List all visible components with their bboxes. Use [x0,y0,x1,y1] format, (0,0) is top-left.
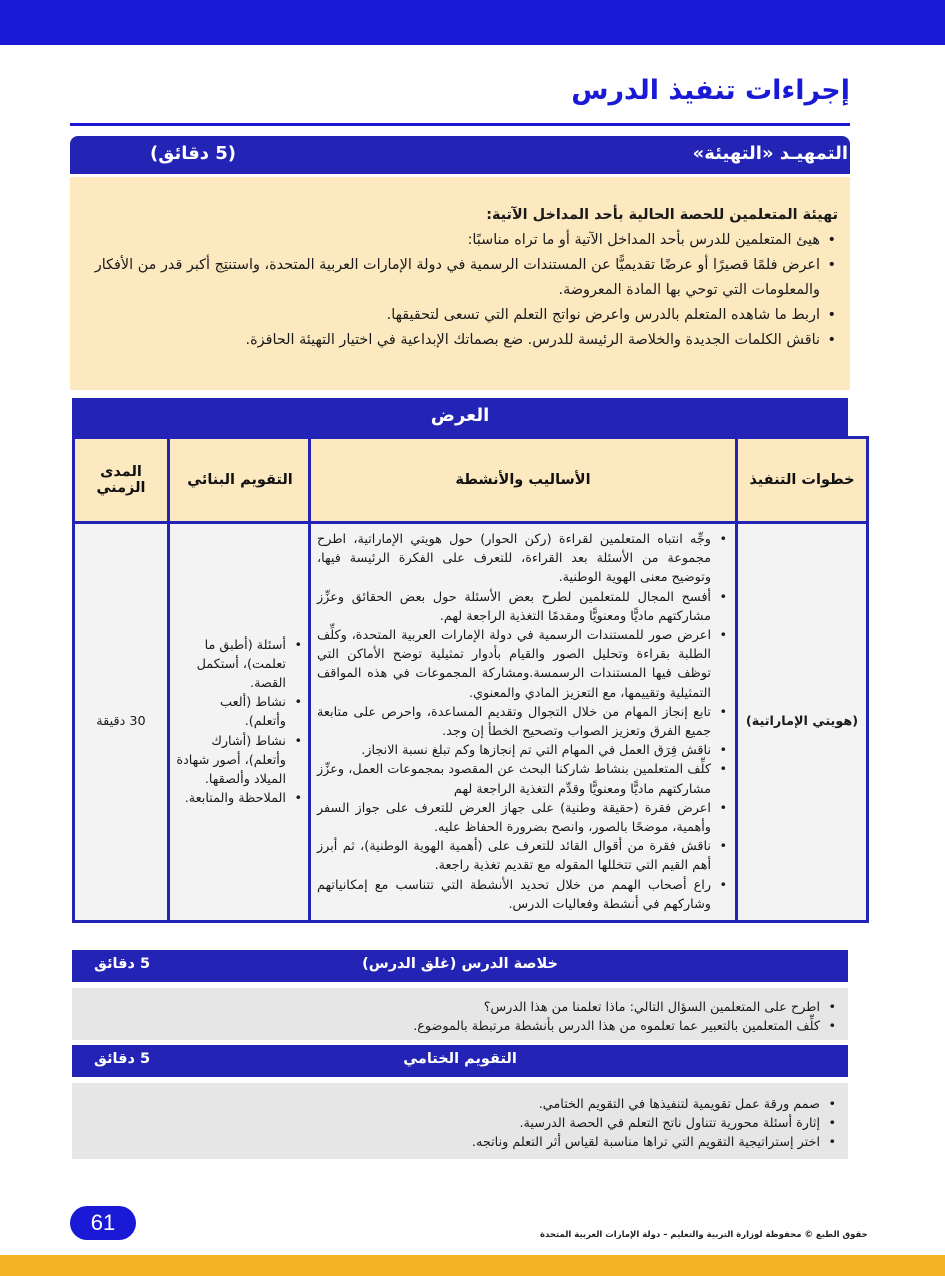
list-item: • صمم ورقة عمل تقويمية لتنفيذها في التقويم الختامي. [82,1095,838,1114]
header-activities: الأساليب والأنشطة [310,438,737,523]
presentation-table [72,436,869,923]
page-number: 61 [70,1206,136,1240]
list-item: • اختر إستراتيجية التقويم التي تراها مناسبة لقياس أثر التعلم وناتجه. [82,1133,838,1152]
summary-box [72,988,848,1040]
list-item: • ناقش فِرَق العمل في المهام التي تم إنجازها وكم تبلغ نسبة الانجاز. [317,741,729,760]
list-item: • اعرض فقرة (حقيقة وطنية) على جهاز العرض للتعرف على جواز السفر وأهمية، موضحًا بالصور، وانصح بضرورة الحفاظ عليه. [317,799,729,837]
evaluation-list [176,636,304,809]
list-item: • اعرض صور للمستندات الرسمية في دولة الإمارات العربية المتحدة، وكلِّف الطلبة بقراءة وتحليل الصور والقيام بأدوار تمثيلية توضح الأماكن التي توظف فيها المستندات الرسمسة.ومشاركة المجموعات في هذه المواقف التمثيلية وتقييمها، مع التعزيز المادي والمعنوي. [317,626,729,703]
summary-header [72,950,848,982]
table-header-row [74,438,868,523]
intro-lead: تهيئة المتعلمين للحصة الحالية بأحد المداخل الآتية: [486,207,838,223]
header-steps: خطوات التنفيذ [737,438,868,523]
intro-body [70,177,850,390]
intro-header [70,136,850,174]
time-cell: 30 دقيقة [74,523,169,922]
intro-duration: (5 دقائق) [150,143,237,164]
header-time: المدى الزمني [74,438,169,523]
summary-title: خلاصة الدرس (غلق الدرس) [362,956,558,972]
list-item: • أفسح المجال للمتعلمين لطرح بعض الأسئلة حول بعض الحقائق وعزِّز مشاركتهم ماديًّا ومعنويًّا ومقدمًا التغذية الراجعة لهم. [317,588,729,626]
list-item: • اربط ما شاهده المتعلم بالدرس واعرض نواتج التعلم التي تسعى لتحقيقها. [84,303,838,328]
copyright-notice: حقوق الطبع © محفوظة لوزارة التربية والتعليم – دولة الإمارات العربية المتحدة [540,1230,868,1240]
list-item: • تابع إنجاز المهام من خلال التجوال وتقديم المساعدة، واحرص على متابعة جميع الفرق وتعزيز الصواب وتصحيح الخطأ إن وجد. [317,703,729,741]
list-item: • اعرض فلمًا قصيرًا أو عرضًا تقديميًّا عن المستندات الرسمية في دولة الإمارات العربية المتحدة، واستنتِج أكبر قدر من الأفكار والمعلومات التي توحي بها المادة المعروضة. [84,253,838,303]
final-evaluation-list [82,1095,838,1152]
summary-list [82,998,838,1036]
intro-list [84,228,838,353]
list-item: • كلِّف المتعلمين بنشاط شاركنا البحث عن المقصود بمجموعات العمل، وعزِّز مشاركتهم ماديًّا ومعنويًّا وقدِّم التغذية الراجعة لهم [317,760,729,798]
list-item: • اطرح على المتعلمين السؤال التالي: ماذا تعلمنا من هذا الدرس؟ [82,998,838,1017]
final-evaluation-box [72,1083,848,1159]
list-item: • أسئلة (أطبق ما تعلمت)، أستكمل القصة. [176,636,304,694]
evaluation-cell [169,523,310,922]
presentation-header: العرض [72,398,848,436]
final-evaluation-duration: 5 دقائق [94,1051,151,1067]
list-item: • الملاحظة والمتابعة. [176,789,304,808]
bottom-banner [0,1255,945,1276]
list-item: • نشاط (أشارك وأتعلم)، أصور شهادة الميلاد وألصقها. [176,732,304,790]
list-item: • هيئ المتعلمين للدرس بأحد المداخل الآتية أو ما تراه مناسبًا: [84,228,838,253]
list-item: • كلِّف المتعلمين بالتعبير عما تعلموه من هذا الدرس بأنشطة مرتبطة بالموضوع. [82,1017,838,1036]
list-item: • نشاط (ألعب وأتعلم). [176,693,304,731]
activities-cell [310,523,737,922]
final-evaluation-header [72,1045,848,1077]
final-evaluation-title: التقويم الختامي [403,1051,517,1067]
list-item: • ناقش فقرة من أقوال القائد للتعرف على (أهمية الهوية الوطنية)، ثم أبرز أهم القيم التي تتخللها المقوله مع تقديم تغذية راجعة. [317,837,729,875]
table-row [74,523,868,922]
intro-title: التمهيـد «التهيئة» [692,143,848,164]
list-item: • إثارة أسئلة محورية تتناول ناتج التعلم في الحصة الدرسية. [82,1114,838,1133]
title-divider [70,123,850,126]
header-evaluation: التقويم البنائي [169,438,310,523]
summary-duration: 5 دقائق [94,956,151,972]
list-item: • راع أصحاب الهمم من خلال تحديد الأنشطة التي تتناسب مع إمكانياتهم وشاركهم في أنشطة وفعاليات الدرس. [317,876,729,914]
top-banner [0,0,945,45]
step-cell: (هويتي الإماراتية) [737,523,868,922]
page-title: إجراءات تنفيذ الدرس [571,75,850,106]
list-item: • وجِّه انتباه المتعلمين لقراءة (ركن الحوار) حول هويتي الإماراتية، اطرح مجموعة من الأسئلة بعد القراءة، للتعرف على الفكرة الرئيسة فيها، وتوضيح معنى الهوية الوطنية. [317,530,729,588]
activities-list [317,530,729,914]
list-item: • ناقش الكلمات الجديدة والخلاصة الرئيسة للدرس. ضع بصماتك الإبداعية في اختيار التهيئة الحافزة. [84,328,838,353]
